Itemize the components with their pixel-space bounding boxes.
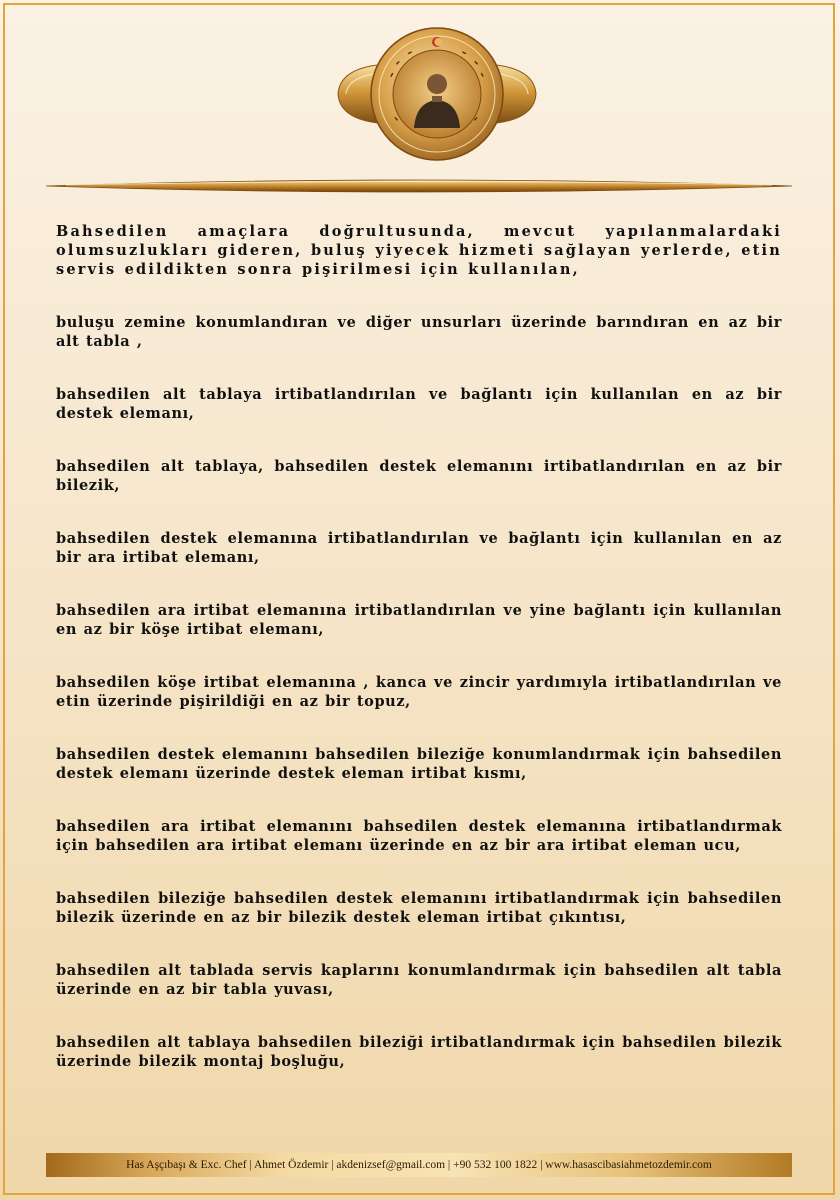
document-body [56,222,782,1071]
gold-ornamental-divider-icon [46,176,792,196]
paragraph-8: bahsedilen destek elemanını bahsedilen bileziğe konumlandırmak için bahsedilen destek elemanı üzerinde destek eleman irtibat kısmı, [56,746,782,782]
paragraph-10: bahsedilen bileziğe bahsedilen destek elemanını irtibatlandırmak için bahsedilen bilezik üzerinde en az bir bilezik destek eleman irtibat çıkıntısı, [56,890,782,926]
paragraph-1: Bahsedilen amaçlara doğrultusunda, mevcut yapılanmalardaki olumsuzlukları gideren, buluş yiyecek hizmeti sağlayan yerlerde, etin servis edildikten sonra pişirilmesi için kullanılan, [56,223,782,278]
paragraph-11: bahsedilen alt tablada servis kaplarını konumlandırmak için bahsedilen alt tabla üzerinde en az bir tabla yuvası, [56,962,782,998]
paragraph-5: bahsedilen destek elemanına irtibatlandırılan ve bağlantı için kullanılan en az bir ara irtibat elemanı, [56,530,782,566]
footer-contact-text: Has Aşçıbaşı & Exc. Chef | Ahmet Özdemir | akdenizsef@gmail.com | +90 532 100 1822 | www.hasascibasiahmetozdemir.com [126,1159,712,1171]
paragraph-4: bahsedilen alt tablaya, bahsedilen destek elemanını irtibatlandırılan en az bir bilezik, [56,458,782,494]
paragraph-7: bahsedilen köşe irtibat elemanına , kanca ve zincir yardımıyla irtibatlandırılan ve etin üzerinde pişirildiği en az bir topuz, [56,674,782,710]
footer-bar [46,1153,792,1177]
paragraph-12: bahsedilen alt tablaya bahsedilen bileziği irtibatlandırmak için bahsedilen bilezik üzerinde bilezik montaj boşluğu, [56,1034,782,1070]
gold-medallion-chef-portrait-icon [330,14,544,174]
paragraph-6: bahsedilen ara irtibat elemanına irtibatlandırılan ve yine bağlantı için kullanılan en az bir köşe irtibat elemanı, [56,602,782,638]
paragraph-3: bahsedilen alt tablaya irtibatlandırılan ve bağlantı için kullanılan en az bir destek elemanı, [56,386,782,422]
paragraph-9: bahsedilen ara irtibat elemanını bahsedilen destek elemanına irtibatlandırmak için bahsedilen ara irtibat elemanı üzerinde en az bir ara irtibat eleman ucu, [56,818,782,854]
paragraph-2: buluşu zemine konumlandıran ve diğer unsurları üzerinde barındıran en az bir alt tabla , [56,314,782,350]
